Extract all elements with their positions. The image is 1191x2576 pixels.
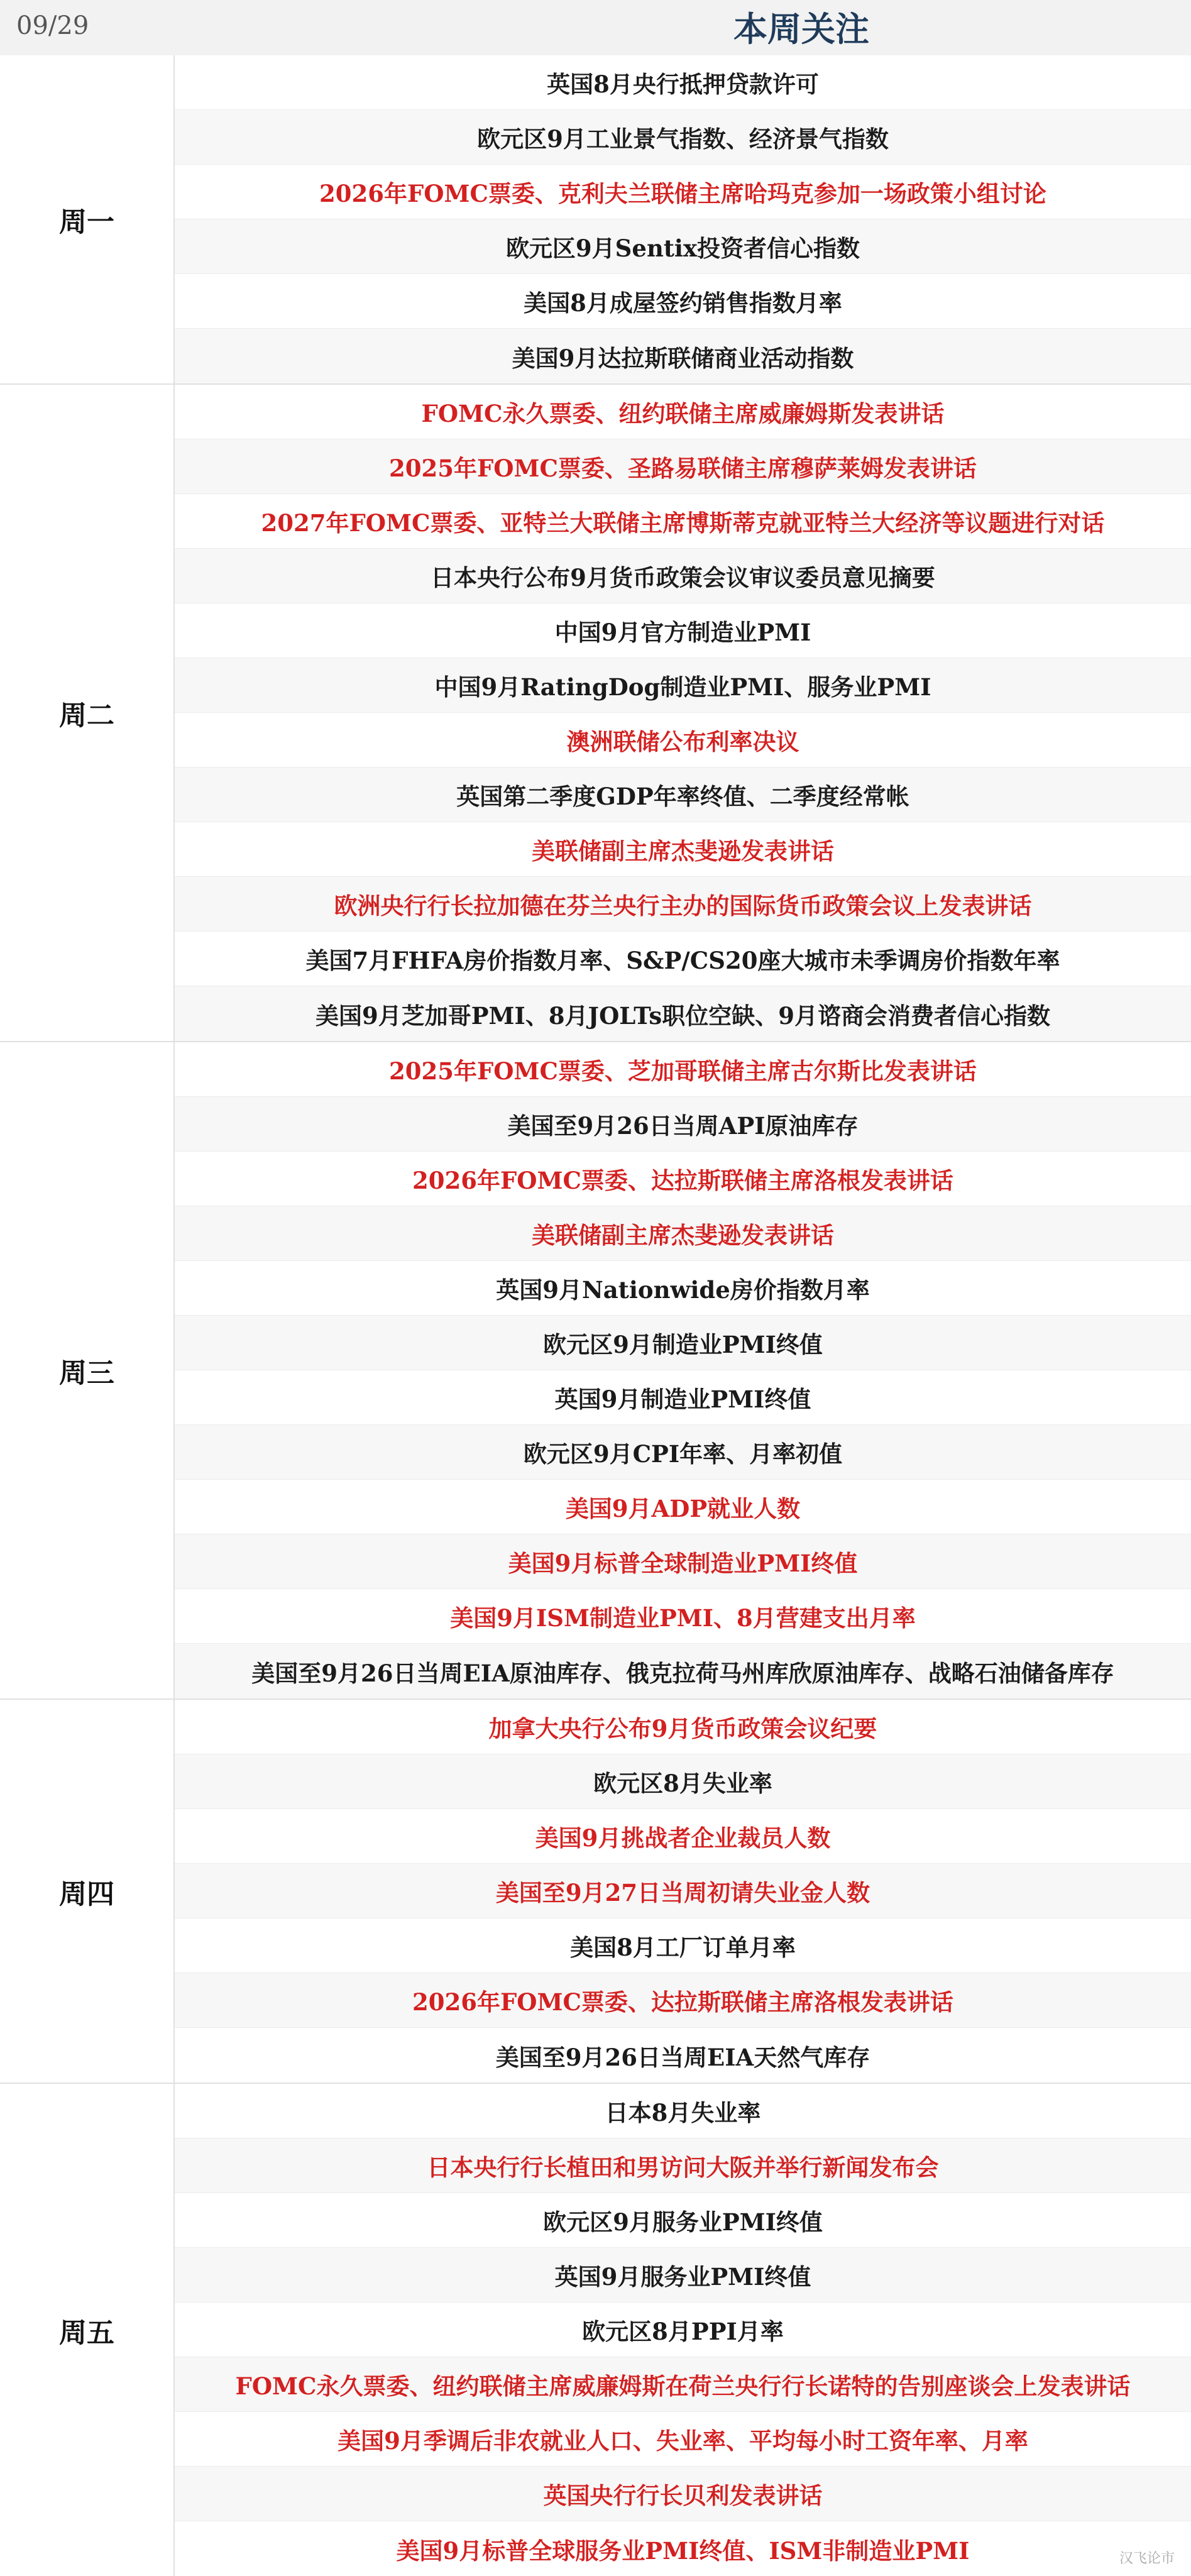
event-row: 欧元区9月工业景气指数、经济景气指数: [175, 110, 1191, 165]
event-row-highlighted: 2025年FOMC票委、圣路易联储主席穆萨莱姆发表讲话: [175, 439, 1191, 494]
event-row-highlighted: 美国9月ADP就业人数: [175, 1480, 1191, 1534]
event-row: 欧元区9月制造业PMI终值: [175, 1316, 1191, 1370]
event-row-highlighted: 2026年FOMC票委、克利夫兰联储主席哈玛克参加一场政策小组讨论: [175, 165, 1191, 219]
event-row: 中国9月RatingDog制造业PMI、服务业PMI: [175, 658, 1191, 713]
event-row-highlighted: 2026年FOMC票委、达拉斯联储主席洛根发表讲话: [175, 1973, 1191, 2028]
day-label: 周五: [0, 2084, 175, 2576]
event-row: 日本8月失业率: [175, 2084, 1191, 2138]
event-row-highlighted: 澳洲联储公布利率决议: [175, 713, 1191, 768]
event-row-highlighted: 美联储副主席杰斐逊发表讲话: [175, 822, 1191, 877]
event-row-highlighted: 2027年FOMC票委、亚特兰大联储主席博斯蒂克就亚特兰大经济等议题进行对话: [175, 494, 1191, 549]
page-title: 本周关注: [733, 9, 869, 49]
watermark: 汉飞论市: [1119, 2551, 1175, 2567]
event-row-highlighted: 美国9月标普全球制造业PMI终值: [175, 1534, 1191, 1589]
event-row: 欧元区9月Sentix投资者信心指数: [175, 219, 1191, 274]
event-row-highlighted: 2026年FOMC票委、达拉斯联储主席洛根发表讲话: [175, 1152, 1191, 1206]
day-group: [0, 2083, 1191, 2576]
day-group: [0, 1698, 1191, 2083]
day-group: [0, 55, 1191, 383]
day-group: [0, 1041, 1191, 1698]
event-list: [175, 1042, 1191, 1698]
event-row-highlighted: 日本央行行长植田和男访问大阪并举行新闻发布会: [175, 2138, 1191, 2193]
event-row: 美国8月工厂订单月率: [175, 1918, 1191, 1973]
event-row: 欧元区8月失业率: [175, 1754, 1191, 1809]
event-row-highlighted: 美国9月季调后非农就业人口、失业率、平均每小时工资年率、月率: [175, 2412, 1191, 2467]
event-row-highlighted: 美联储副主席杰斐逊发表讲话: [175, 1206, 1191, 1261]
event-list: [175, 55, 1191, 383]
event-row-highlighted: 美国9月挑战者企业裁员人数: [175, 1809, 1191, 1864]
date-label: 09/29: [16, 11, 89, 40]
event-row-highlighted: 美国至9月27日当周初请失业金人数: [175, 1864, 1191, 1918]
event-row: 美国9月芝加哥PMI、8月JOLTs职位空缺、9月谘商会消费者信心指数: [175, 986, 1191, 1041]
event-row: 英国8月央行抵押贷款许可: [175, 55, 1191, 110]
event-row: 美国至9月26日当周EIA原油库存、俄克拉荷马州库欣原油库存、战略石油储备库存: [175, 1644, 1191, 1698]
event-row: 美国至9月26日当周API原油库存: [175, 1097, 1191, 1152]
event-list: [175, 2084, 1191, 2576]
event-row-highlighted: FOMC永久票委、纽约联储主席威廉姆斯发表讲话: [175, 385, 1191, 439]
event-row-highlighted: 加拿大央行公布9月货币政策会议纪要: [175, 1700, 1191, 1754]
event-row: 美国8月成屋签约销售指数月率: [175, 274, 1191, 329]
event-row: 美国7月FHFA房价指数月率、S&P/CS20座大城市未季调房价指数年率: [175, 932, 1191, 986]
event-list: [175, 385, 1191, 1041]
event-row: 日本央行公布9月货币政策会议审议委员意见摘要: [175, 549, 1191, 603]
event-row: 英国第二季度GDP年率终值、二季度经常帐: [175, 768, 1191, 822]
event-row: 美国9月达拉斯联储商业活动指数: [175, 329, 1191, 383]
event-row: 欧元区8月PPI月率: [175, 2303, 1191, 2357]
event-row: 欧元区9月CPI年率、月率初值: [175, 1425, 1191, 1480]
event-row-highlighted: 2025年FOMC票委、芝加哥联储主席古尔斯比发表讲话: [175, 1042, 1191, 1097]
event-row-highlighted: FOMC永久票委、纽约联储主席威廉姆斯在荷兰央行行长诺特的告别座谈会上发表讲话: [175, 2357, 1191, 2412]
day-group: [0, 383, 1191, 1041]
event-row-highlighted: 美国9月ISM制造业PMI、8月营建支出月率: [175, 1589, 1191, 1644]
event-row: 英国9月Nationwide房价指数月率: [175, 1261, 1191, 1316]
event-row: 欧元区9月服务业PMI终值: [175, 2193, 1191, 2248]
weekly-schedule-table: [0, 55, 1191, 2576]
event-row-highlighted: 英国央行行长贝利发表讲话: [175, 2467, 1191, 2521]
day-label: 周三: [0, 1042, 175, 1698]
event-row: 英国9月制造业PMI终值: [175, 1370, 1191, 1425]
event-row: 英国9月服务业PMI终值: [175, 2248, 1191, 2303]
event-row: 美国至9月26日当周EIA天然气库存: [495, 2043, 870, 2071]
event-row: 中国9月官方制造业PMI: [175, 603, 1191, 658]
event-list: [175, 1700, 1191, 2083]
event-row-highlighted: 美国9月标普全球服务业PMI终值、ISM非制造业PMI: [396, 2536, 970, 2565]
day-label: 周四: [0, 1700, 175, 2083]
page-header: [0, 0, 1191, 55]
day-label: 周一: [0, 55, 175, 383]
day-label: 周二: [0, 385, 175, 1041]
event-row-highlighted: 欧洲央行行长拉加德在芬兰央行主办的国际货币政策会议上发表讲话: [175, 877, 1191, 932]
